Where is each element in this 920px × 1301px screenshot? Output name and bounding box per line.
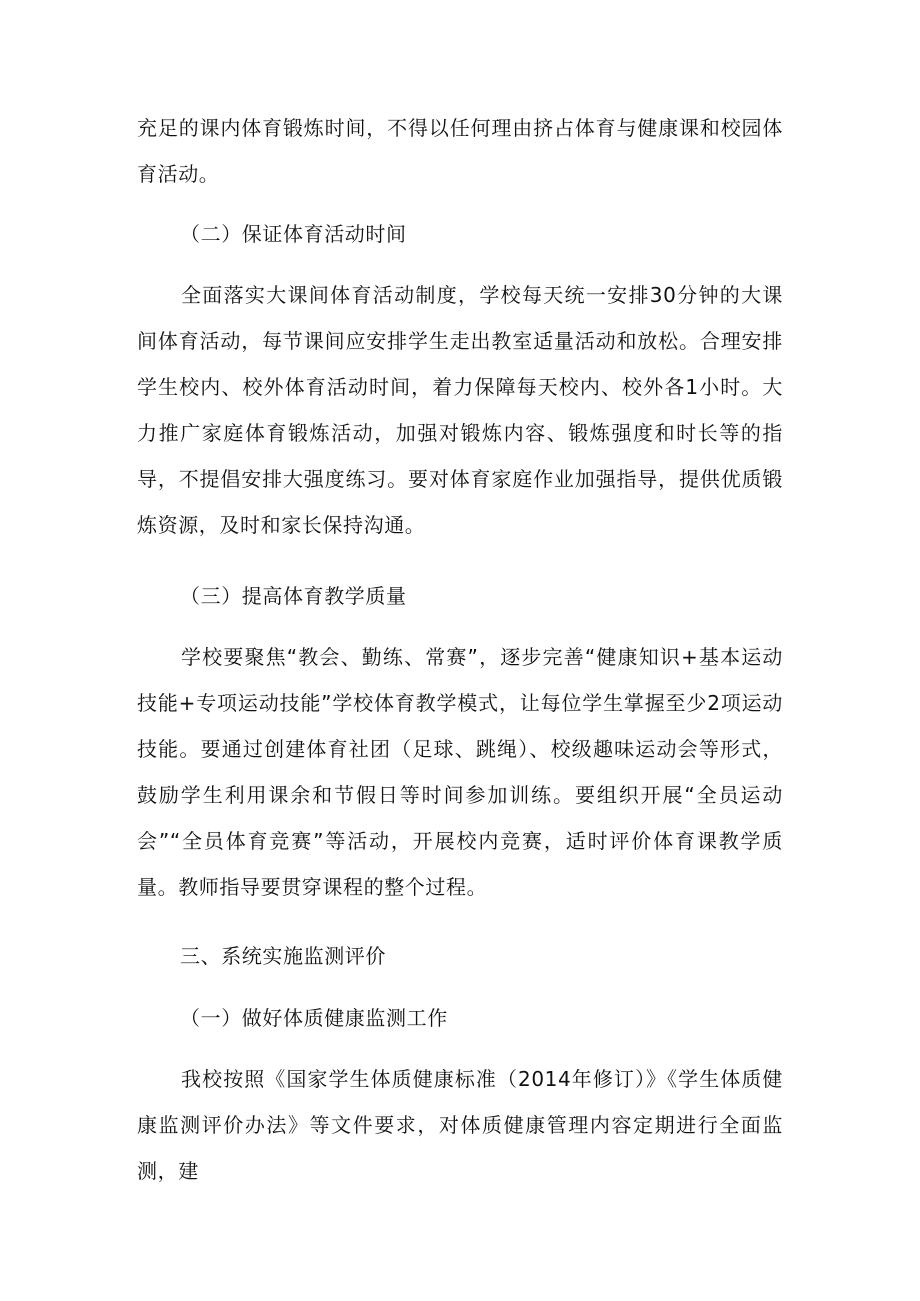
section-heading-guarantee-activity-time: （二）保证体育活动时间 <box>180 222 407 246</box>
paragraph-continuation: 充足的课内体育锻炼时间，不得以任何理由挤占体育与健康课和校园体育活动。 <box>137 116 783 186</box>
paragraph-health-monitoring: 我校按照《国家学生体质健康标准（2014年修订）》《学生体质健康监测评价办法》等文件要求，对体质健康管理内容定期进行全面监测，建 <box>137 1067 783 1183</box>
section-heading-health-monitoring: （一）做好体质健康监测工作 <box>180 1006 448 1030</box>
paragraph-activity-time: 全面落实大课间体育活动制度，学校每天统一安排30分钟的大课间体育活动，每节课间应安排学生走出教室适量活动和放松。合理安排学生校内、校外体育活动时间，着力保障每天校内、校外各1小时。大力推广家庭体育锻炼活动，加强对锻炼内容、锻炼强度和时长等的指导，不提倡安排大强度练习。要对体育家庭作业加强指导，提供优质锻炼资源，及时和家长保持沟通。 <box>137 283 783 537</box>
section-heading-teaching-quality: （三）提高体育教学质量 <box>180 584 407 608</box>
section-heading-monitoring-evaluation: 三、系统实施监测评价 <box>180 944 386 968</box>
paragraph-teaching-quality: 学校要聚焦“教会、勤练、常赛”，逐步完善“健康知识+基本运动技能+专项运动技能”学校体育教学模式，让每位学生掌握至少2项运动技能。要通过创建体育社团（足球、跳绳）、校级趣味运动会等形式，鼓励学生利用课余和节假日等时间参加训练。要组织开展“全员运动会”“全员体育竞赛”等活动，开展校内竞赛，适时评价体育课教学质量。教师指导要贯穿课程的整个过程。 <box>137 645 783 899</box>
